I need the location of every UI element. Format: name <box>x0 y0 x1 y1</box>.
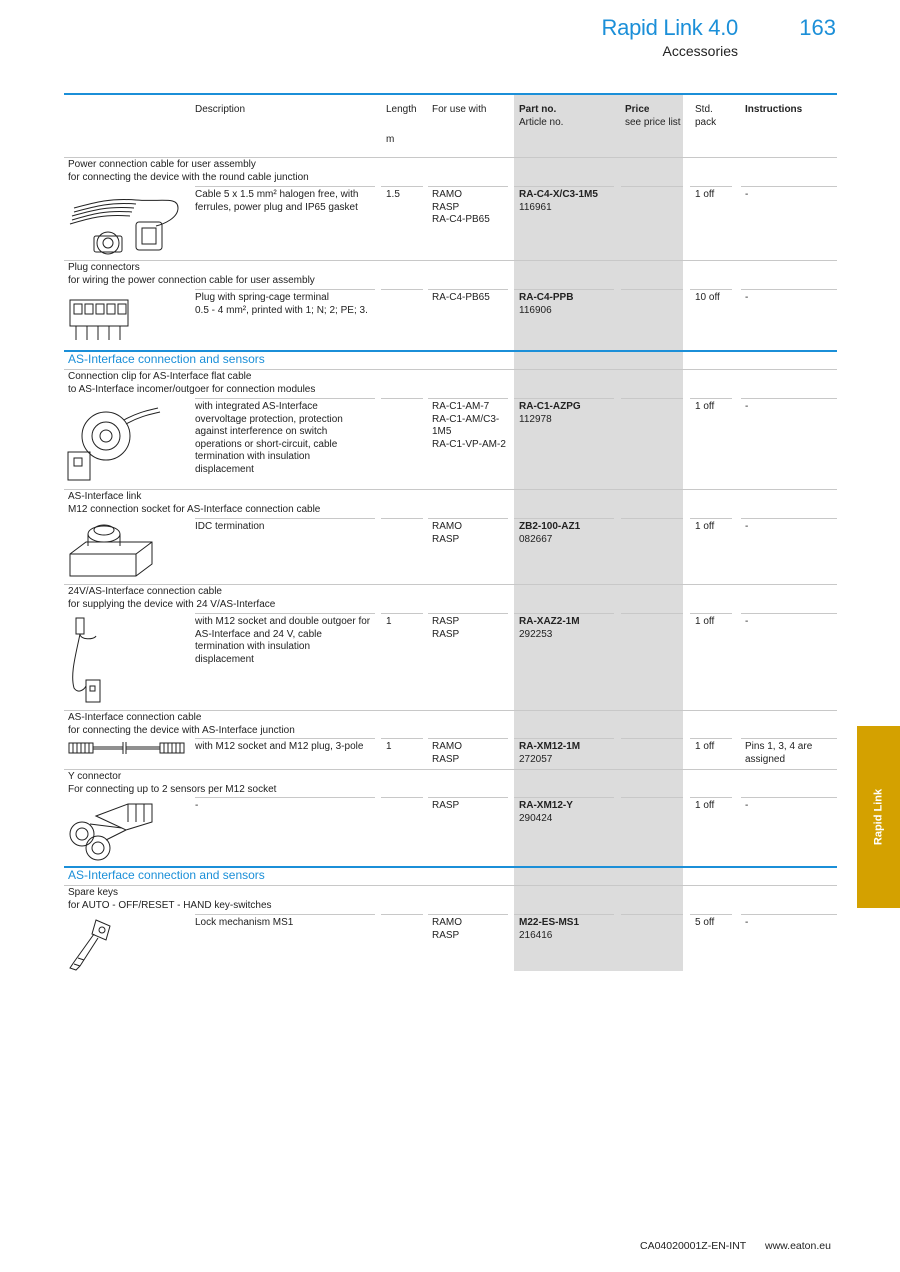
description: with integrated AS-Interface overvoltage protection, protection against interference on switch operations or short-circuit, cable termination with insulation displacement <box>195 401 343 475</box>
std-pack: 1 off <box>695 521 715 532</box>
supply-cable-illustration <box>66 614 112 706</box>
cell-rule <box>741 518 837 519</box>
cell-rule <box>514 914 614 915</box>
cell-rule <box>514 738 614 739</box>
cell-rule <box>195 518 375 519</box>
cell-rule <box>741 289 837 290</box>
col-length: Length <box>386 104 417 115</box>
cell-rule <box>428 186 508 187</box>
cell-rule <box>428 613 508 614</box>
cell-rule <box>690 289 732 290</box>
for-use-with: RASP <box>432 800 460 811</box>
cell-rule <box>690 518 732 519</box>
for-use-with: RAMO RASP <box>432 741 462 765</box>
part-number: RA-XM12-1M <box>519 741 581 752</box>
article-number: 112978 <box>519 414 552 425</box>
cell-rule <box>741 797 837 798</box>
for-use-with: RAMO RASP <box>432 917 462 941</box>
cell-rule <box>741 186 837 187</box>
std-pack: 1 off <box>695 741 715 752</box>
article-number: 292253 <box>519 629 553 640</box>
col-article-no: Article no. <box>519 117 564 128</box>
cell-rule <box>381 186 423 187</box>
article-number: 290424 <box>519 813 553 824</box>
part-number: RA-XM12-Y <box>519 800 573 811</box>
cell-rule <box>195 797 375 798</box>
cell-rule <box>514 797 614 798</box>
page-number: 163 <box>799 15 836 40</box>
description: Lock mechanism MS1 <box>195 917 294 928</box>
cell-rule <box>381 398 423 399</box>
cell-rule <box>514 518 614 519</box>
row-separator <box>64 260 837 261</box>
col-description: Description <box>195 104 246 115</box>
col-for-use-with: For use with <box>432 104 487 115</box>
std-pack: 10 off <box>695 292 720 303</box>
cell-rule <box>690 738 732 739</box>
cell-rule <box>381 797 423 798</box>
col-price: Price <box>625 104 650 115</box>
instructions: - <box>745 800 749 811</box>
group-title: Y connector For connecting up to 2 sensors per M12 socket <box>68 771 277 795</box>
as-interface-link-illustration <box>66 518 156 580</box>
cell-rule <box>195 914 375 915</box>
article-number: 116906 <box>519 305 552 316</box>
cell-rule <box>195 289 375 290</box>
instructions: - <box>745 521 749 532</box>
row-separator <box>64 157 837 158</box>
group-title: Power connection cable for user assembly for connecting the device with the round cable junction <box>68 159 309 183</box>
length: 1 <box>386 741 392 752</box>
cell-rule <box>428 914 508 915</box>
cell-rule <box>690 398 732 399</box>
cell-rule <box>381 518 423 519</box>
part-number: ZB2-100-AZ1 <box>519 521 581 532</box>
row-separator <box>64 710 837 711</box>
col-instructions: Instructions <box>745 104 803 115</box>
cell-rule <box>621 518 683 519</box>
cell-rule <box>195 186 375 187</box>
description: with M12 socket and M12 plug, 3-pole <box>195 741 364 752</box>
cell-rule <box>690 186 732 187</box>
article-number: 082667 <box>519 534 553 545</box>
group-title: Connection clip for AS-Interface flat cable to AS-Interface incomer/outgoer for connection modules <box>68 371 316 395</box>
page-title: Rapid Link 4.0 <box>601 15 738 40</box>
cell-rule <box>514 289 614 290</box>
cell-rule <box>514 613 614 614</box>
std-pack: 1 off <box>695 800 715 811</box>
description: IDC termination <box>195 521 265 532</box>
description: Cable 5 x 1.5 mm² halogen free, with ferrules, power plug and IP65 gasket <box>195 189 359 213</box>
cell-rule <box>741 398 837 399</box>
cell-rule <box>195 738 375 739</box>
cell-rule <box>621 738 683 739</box>
part-number: RA-C4-X/C3-1M5 <box>519 189 598 200</box>
article-number: 116961 <box>519 202 552 213</box>
row-separator <box>64 369 837 370</box>
col-std: Std. <box>695 104 713 115</box>
cell-rule <box>621 398 683 399</box>
page-subtitle: Accessories <box>662 43 738 59</box>
cell-rule <box>514 398 614 399</box>
std-pack: 5 off <box>695 917 715 928</box>
col-price-note: see price list <box>625 117 681 128</box>
length: 1.5 <box>386 189 400 200</box>
col-length-unit: m <box>386 134 395 145</box>
cell-rule <box>741 738 837 739</box>
cell-rule <box>428 398 508 399</box>
instructions: - <box>745 292 749 303</box>
cell-rule <box>428 289 508 290</box>
row-separator <box>64 769 837 770</box>
part-number: RA-C1-AZPG <box>519 401 581 412</box>
side-tab-label: Rapid Link <box>872 788 885 846</box>
cell-rule <box>621 914 683 915</box>
description: Plug with spring-cage terminal 0.5 - 4 mm², printed with 1; N; 2; PE; 3. <box>195 292 368 316</box>
footer-website[interactable]: www.eaton.eu <box>765 1240 831 1252</box>
cell-rule <box>621 613 683 614</box>
cell-rule <box>621 797 683 798</box>
description: with M12 socket and double outgoer for AS-Interface and 24 V, cable termination with insulation displacement <box>195 616 371 665</box>
group-title: Spare keys for AUTO - OFF/RESET - HAND key-switches <box>68 887 272 911</box>
cell-rule <box>741 914 837 915</box>
y-connector-illustration <box>66 800 158 862</box>
power-cable-illustration <box>66 188 186 256</box>
std-pack: 1 off <box>695 189 715 200</box>
connection-clip-illustration <box>66 400 166 486</box>
cell-rule <box>690 797 732 798</box>
col-part-no: Part no. <box>519 104 557 115</box>
cell-rule <box>381 289 423 290</box>
row-separator <box>64 584 837 585</box>
part-number: RA-XAZ2-1M <box>519 616 580 627</box>
group-title: 24V/AS-Interface connection cable for supplying the device with 24 V/AS-Interface <box>68 586 276 610</box>
article-number: 272057 <box>519 754 553 765</box>
for-use-with: RAMO RASP <box>432 521 462 545</box>
cell-rule <box>621 289 683 290</box>
cell-rule <box>381 613 423 614</box>
instructions: - <box>745 189 749 200</box>
part-number: RA-C4-PPB <box>519 292 574 303</box>
footer-doc-code: CA04020001Z-EN-INT <box>640 1240 747 1252</box>
for-use-with: RAMO RASP RA-C4-PB65 <box>432 189 490 226</box>
group-title: Plug connectors for wiring the power connection cable for user assembly <box>68 262 315 286</box>
cell-rule <box>428 518 508 519</box>
std-pack: 1 off <box>695 401 715 412</box>
cell-rule <box>690 613 732 614</box>
cell-rule <box>381 738 423 739</box>
for-use-with: RA-C4-PB65 <box>432 292 490 303</box>
instructions: - <box>745 917 749 928</box>
description: - <box>195 800 199 811</box>
key-icon <box>66 916 114 972</box>
cell-rule <box>690 914 732 915</box>
cell-rule <box>621 186 683 187</box>
cell-rule <box>195 613 375 614</box>
std-pack: 1 off <box>695 616 715 627</box>
header-rule <box>64 93 837 95</box>
cell-rule <box>514 186 614 187</box>
m12-cable-illustration <box>68 741 186 755</box>
cell-rule <box>741 613 837 614</box>
for-use-with: RASP RASP <box>432 616 460 640</box>
section-title: AS-Interface connection and sensors <box>68 868 265 882</box>
cell-rule <box>195 398 375 399</box>
article-number: 216416 <box>519 930 553 941</box>
group-title: AS-Interface connection cable for connecting the device with AS-Interface junction <box>68 712 295 736</box>
instructions: - <box>745 401 749 412</box>
cell-rule <box>428 738 508 739</box>
instructions: Pins 1, 3, 4 are assigned <box>745 741 813 765</box>
instructions: - <box>745 616 749 627</box>
plug-connector-illustration <box>68 294 132 344</box>
group-title: AS-Interface link M12 connection socket for AS-Interface connection cable <box>68 491 321 515</box>
cell-rule <box>428 797 508 798</box>
col-pack: pack <box>695 117 717 128</box>
for-use-with: RA-C1-AM-7 RA-C1-AM/C3- 1M5 RA-C1-VP-AM-2 <box>432 401 506 450</box>
part-number: M22-ES-MS1 <box>519 917 580 928</box>
row-separator <box>64 885 837 886</box>
side-tab-rapid-link[interactable] <box>857 726 900 908</box>
length: 1 <box>386 616 392 627</box>
row-separator <box>64 489 837 490</box>
cell-rule <box>381 914 423 915</box>
section-title: AS-Interface connection and sensors <box>68 352 265 366</box>
